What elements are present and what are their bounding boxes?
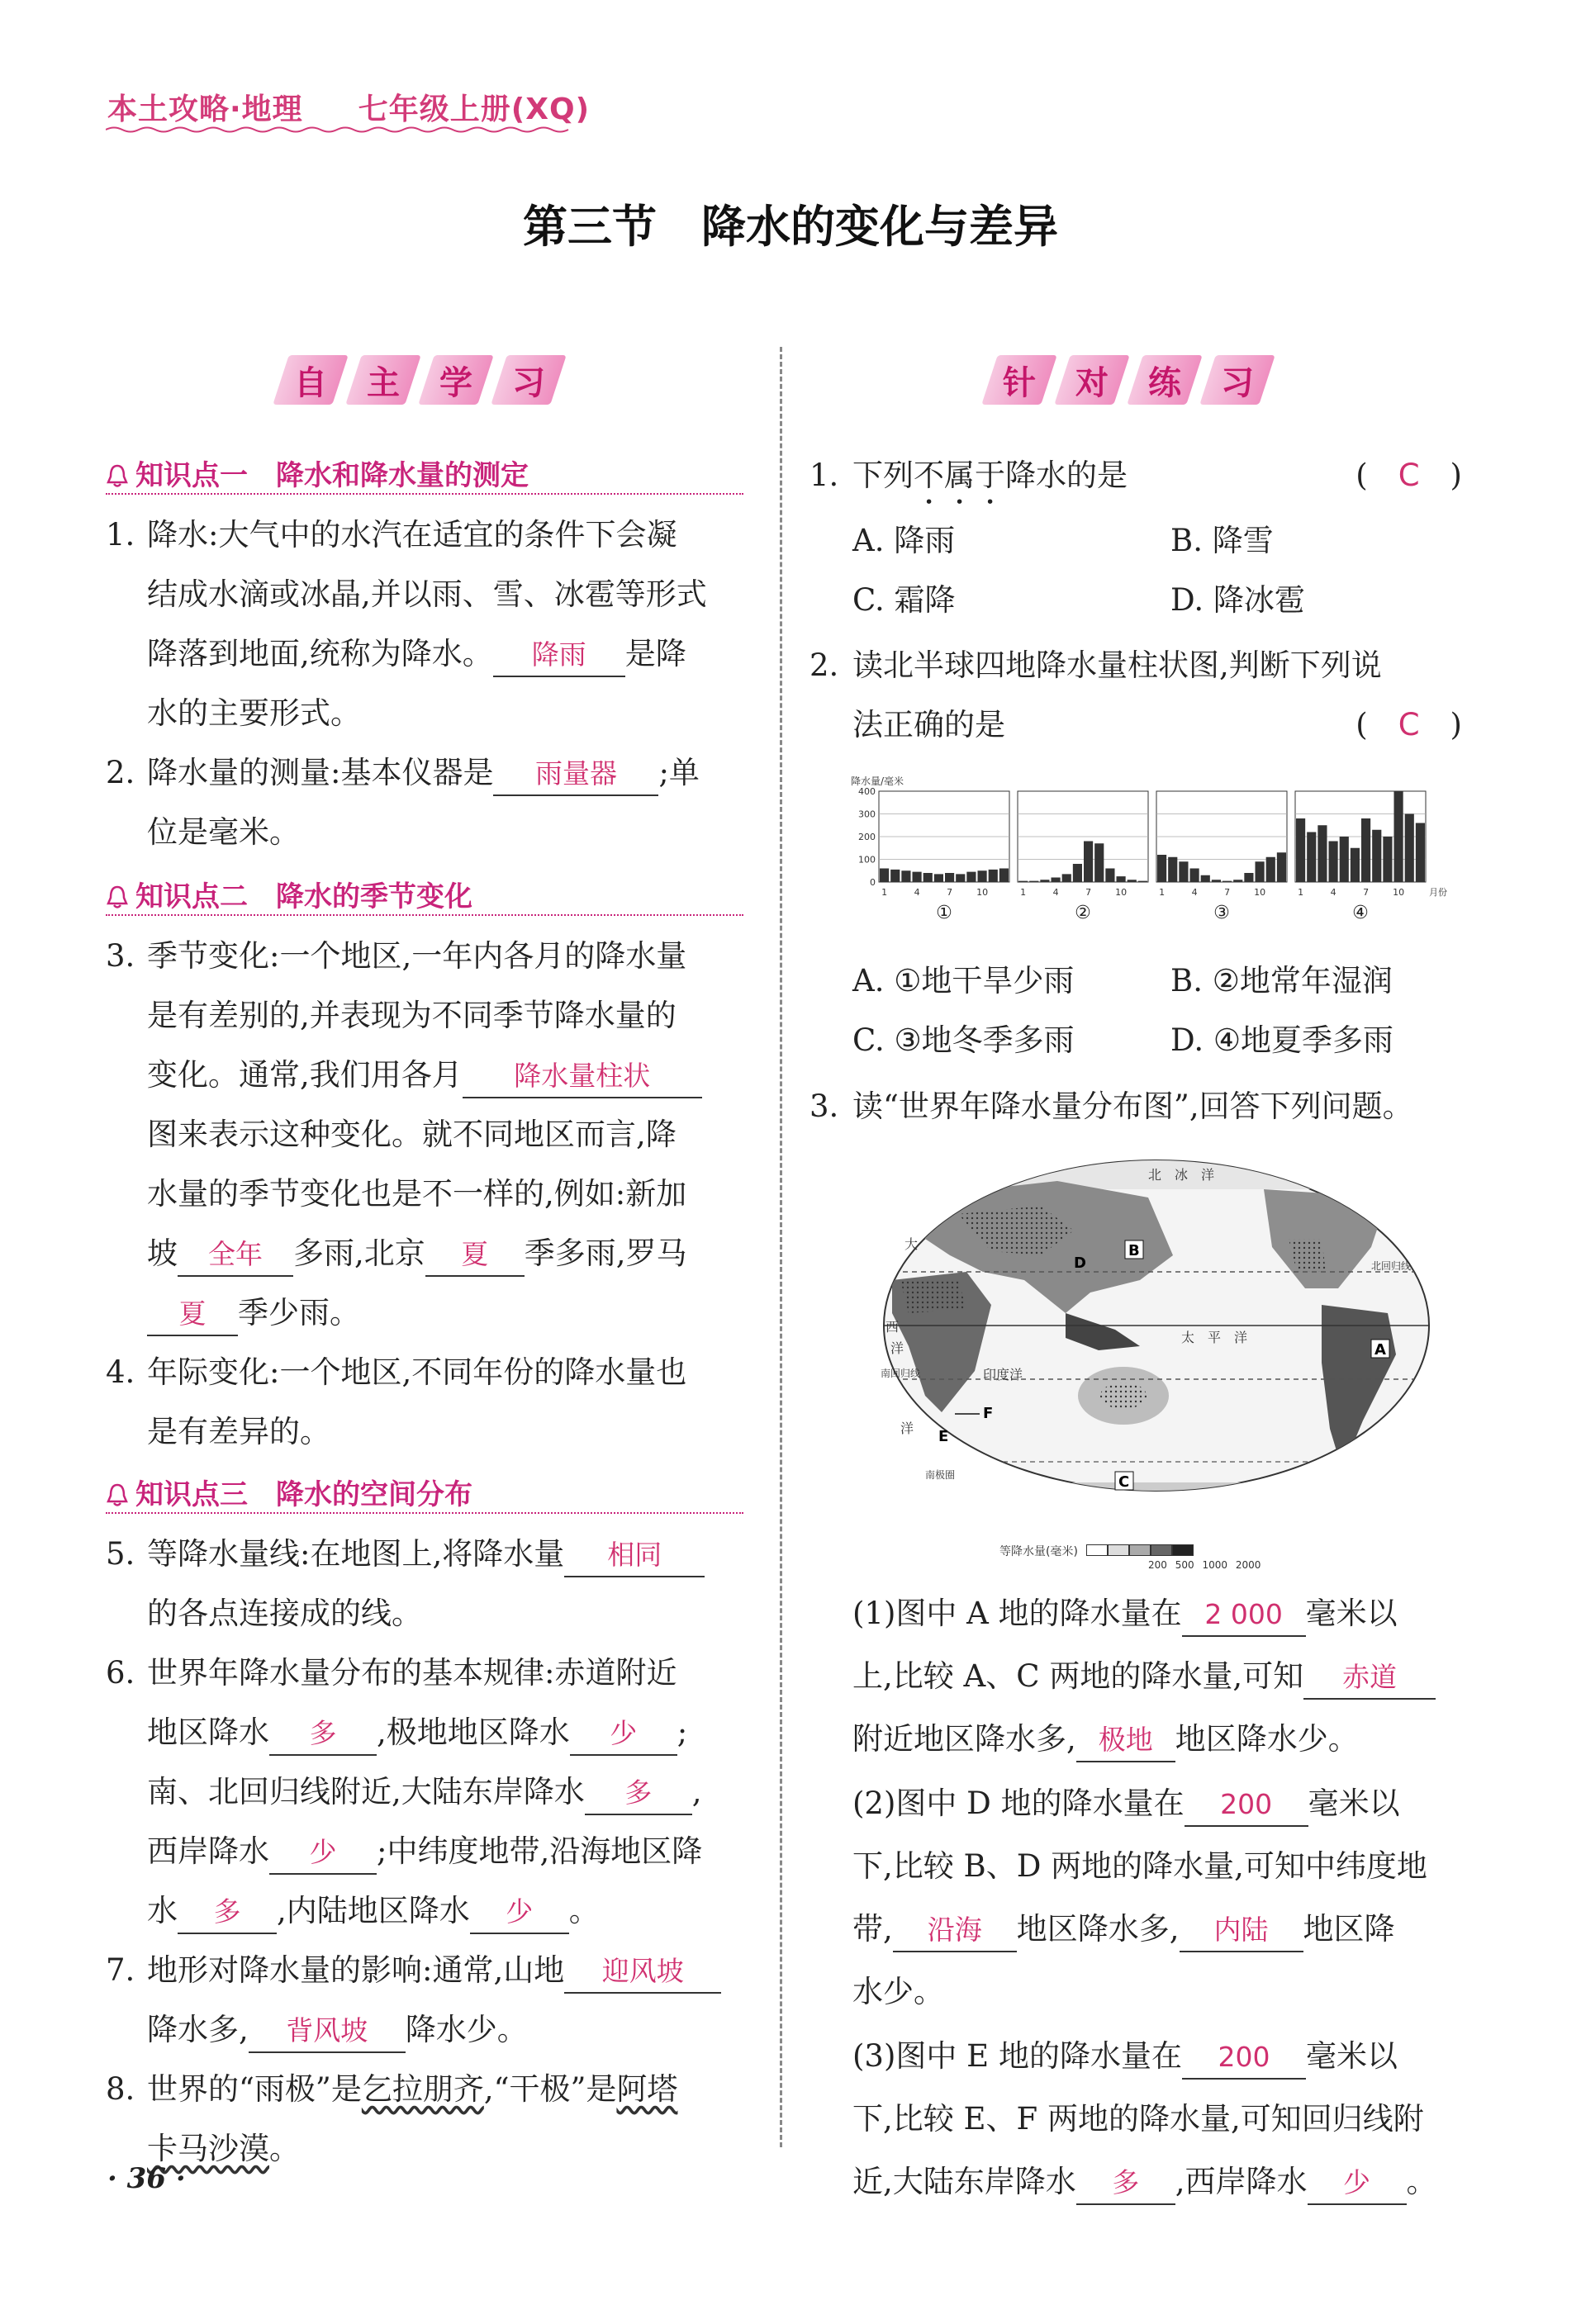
- precip-bar: [1256, 861, 1265, 882]
- y-tick-label: 200: [858, 832, 876, 842]
- precip-bar: [956, 874, 965, 882]
- text-line: 是有差异的。: [147, 1414, 330, 1449]
- map-label-E: E: [938, 1428, 949, 1445]
- map-label-indian-ocean: 印度洋: [983, 1367, 1023, 1383]
- text-line: (1)图中 A 地的降水量在 2 000 毫米以: [852, 1582, 1464, 1645]
- y-tick-label: 100: [858, 854, 876, 866]
- answer-blank: 少: [570, 1713, 677, 1756]
- text-line: 降水多, 背风坡 降水少。: [147, 2000, 721, 2060]
- x-tick-label: 7: [1363, 887, 1370, 898]
- precip-bar: [1329, 842, 1338, 883]
- banner-char: 自: [294, 364, 327, 402]
- text-line: 卡马沙漠。: [147, 2131, 300, 2166]
- text-line: 降水:大气中的水汽在适宜的条件下会凝: [147, 517, 677, 553]
- precip-bar: [1394, 791, 1403, 882]
- text-line: 年际变化:一个地区,不同年份的降水量也: [147, 1354, 687, 1390]
- answer-blank: 200: [1185, 1784, 1308, 1827]
- precip-bar: [1361, 818, 1370, 882]
- text-line: 坡 全年 多雨,北京 夏 季多雨,罗马: [147, 1224, 702, 1283]
- item-number: 3.: [106, 938, 135, 974]
- precip-bar: [1296, 818, 1305, 882]
- text-line: 水量的季节变化也是不一样的,例如:新加: [147, 1176, 687, 1212]
- map-label-B: B: [1128, 1242, 1140, 1259]
- precip-bar: [1266, 857, 1275, 882]
- x-tick-label: 4: [1191, 887, 1198, 898]
- text-line: 下列不属于降水的是 ( C ): [852, 446, 1462, 511]
- precip-bar: [1244, 873, 1253, 882]
- left-item-3: [106, 927, 702, 1343]
- precip-bar: [1157, 855, 1166, 882]
- left-item-8: [106, 2060, 677, 2179]
- answer-blank: 内陆: [1180, 1909, 1303, 1952]
- wavy-term: 乞拉朋齐: [361, 2071, 484, 2107]
- precip-bar: [1179, 861, 1188, 882]
- left-item-5: [106, 1525, 705, 1643]
- text-line: 西岸降水 少 ;中纬度地带,沿海地区降: [147, 1822, 702, 1881]
- precip-bar: [1168, 857, 1177, 882]
- legend-tick: 1000: [1202, 1559, 1228, 1571]
- wavy-term: 卡马沙漠: [147, 2131, 269, 2166]
- answer-blank: 迎风坡: [564, 1951, 721, 1994]
- right-question-2-options: [809, 951, 1462, 1070]
- map-label-yang-2: 洋: [900, 1420, 914, 1436]
- answer-blank: 多: [178, 1891, 277, 1934]
- precip-bar: [1040, 880, 1049, 882]
- panel-label: ③: [1213, 903, 1230, 923]
- text-line: 是有差别的,并表现为不同季节降水量的: [147, 998, 677, 1033]
- precipitation-bar-charts: [851, 776, 1462, 933]
- panel-label: ④: [1352, 903, 1369, 923]
- answer-paren: ( C ): [1355, 458, 1462, 493]
- knowledge-point-1: [106, 453, 743, 495]
- x-axis-label: 月份: [1429, 887, 1447, 898]
- precip-bar: [1018, 881, 1028, 882]
- text-line: 近,大陆东岸降水 多 ,西岸降水 少 。: [852, 2151, 1464, 2213]
- banner-char: 学: [439, 364, 472, 402]
- x-tick-label: 7: [1224, 887, 1231, 898]
- precip-bar: [1190, 869, 1199, 883]
- precip-bar: [913, 872, 922, 882]
- text-line: 附近地区降水多, 极地 地区降水少。: [852, 1708, 1464, 1771]
- legend-tick: 500: [1175, 1559, 1194, 1571]
- text-line: 法正确的是 ( C ): [852, 695, 1462, 755]
- right-question-3: [809, 1077, 1470, 1136]
- precip-bar: [1073, 864, 1082, 882]
- text-line: 读北半球四地降水量柱状图,判断下列说: [852, 647, 1382, 683]
- y-tick-label: 0: [870, 877, 876, 888]
- precip-bar: [1094, 843, 1104, 882]
- x-tick-label: 4: [1052, 887, 1059, 898]
- answer-blank: 相同: [564, 1534, 705, 1577]
- precip-bar: [945, 873, 954, 882]
- text-line: 降落到地面,统称为降水。 降雨 是降: [147, 624, 707, 684]
- knowledge-point-2: [106, 874, 743, 916]
- answer-blank: 背风坡: [249, 2010, 406, 2053]
- panel-label: ②: [1075, 903, 1091, 923]
- header-underline: [106, 126, 577, 134]
- map-label-yang: 洋: [890, 1340, 904, 1356]
- kp3-text: 知识点三 降水的空间分布: [135, 1478, 472, 1511]
- legend-tick: 200: [1148, 1559, 1167, 1571]
- precip-bar: [978, 870, 987, 882]
- answer-blank: 少: [1308, 2162, 1407, 2205]
- x-tick-label: 7: [947, 887, 953, 898]
- map-label-antarctic-circle: 南极圈: [925, 1469, 956, 1481]
- precip-bar: [1351, 848, 1360, 882]
- x-tick-label: 1: [1298, 887, 1304, 898]
- text-line: 上,比较 A、C 两地的降水量,可知 赤道: [852, 1645, 1464, 1708]
- text-line: 下,比较 E、F 两地的降水量,可知回归线附: [852, 2101, 1424, 2137]
- banner-char: 练: [1148, 364, 1181, 402]
- precip-bar: [1318, 825, 1327, 882]
- text-line: (2)图中 D 地的降水量在 200 毫米以: [852, 1772, 1464, 1835]
- answer-blank: 降水量柱状: [463, 1055, 702, 1098]
- map-label-da: 大: [904, 1236, 919, 1252]
- precip-bar: [1372, 830, 1381, 882]
- legend-title: 等降水量(毫米): [999, 1545, 1078, 1558]
- text-line: 降水量的测量:基本仪器是 雨量器 ;单: [147, 743, 700, 803]
- precip-bar: [1212, 880, 1221, 882]
- x-tick-label: 4: [914, 887, 920, 898]
- item-number: 3.: [809, 1088, 839, 1124]
- text-line: 世界的“雨极”是乞拉朋齐,“干极”是阿塔: [147, 2071, 678, 2107]
- answer-blank: 极地: [1076, 1719, 1175, 1762]
- right-question-3-3: [852, 2025, 1464, 2213]
- answer-blank: 多: [1076, 2162, 1175, 2205]
- item-number: 8.: [106, 2071, 135, 2107]
- precip-bar: [1029, 881, 1038, 882]
- text-line: 读“世界年降水量分布图”,回答下列问题。: [852, 1088, 1413, 1124]
- precip-bar: [1201, 875, 1210, 882]
- kp1-text: 知识点一 降水和降水量的测定: [135, 459, 529, 492]
- precip-bar: [934, 874, 943, 882]
- left-item-7: [106, 1941, 721, 2060]
- precip-bar: [901, 870, 910, 882]
- column-divider: [780, 347, 782, 2147]
- x-tick-label: 1: [1020, 887, 1027, 898]
- text-line: 下,比较 B、D 两地的降水量,可知中纬度地: [852, 1848, 1427, 1884]
- x-tick-label: 10: [1115, 887, 1128, 898]
- emphasis-term: 不属于: [914, 458, 1005, 493]
- answer-blank: 沿海: [893, 1909, 1017, 1952]
- answer-blank: 多: [585, 1772, 692, 1815]
- x-tick-label: 7: [1085, 887, 1092, 898]
- x-tick-label: 1: [881, 887, 888, 898]
- map-label-A: A: [1374, 1341, 1386, 1359]
- precip-bar: [1052, 878, 1061, 883]
- y-tick-label: 400: [858, 786, 876, 797]
- precip-bar: [1105, 869, 1114, 883]
- left-item-4: [106, 1343, 686, 1462]
- answer-blank: 降雨: [493, 634, 625, 677]
- item-number: 4.: [106, 1354, 135, 1390]
- option-row: A. 降雨 B. 降雪: [852, 523, 1274, 558]
- x-tick-label: 4: [1330, 887, 1336, 898]
- item-number: 6.: [106, 1655, 135, 1691]
- precip-bar: [1405, 814, 1414, 883]
- y-tick-label: 300: [858, 809, 876, 820]
- answer-blank: 夏: [425, 1234, 525, 1277]
- x-tick-label: 10: [1254, 887, 1266, 898]
- precip-bar: [1233, 880, 1242, 882]
- right-question-3-1: [852, 1549, 1464, 1771]
- text-line: 水少。: [852, 1974, 944, 2009]
- answer-blank: 200: [1182, 2037, 1306, 2080]
- x-tick-label: 10: [976, 887, 989, 898]
- item-number: 5.: [106, 1536, 135, 1572]
- precip-bar: [1128, 880, 1137, 882]
- text-line: 位是毫米。: [147, 814, 300, 850]
- banner-char: 习: [1221, 364, 1254, 402]
- answer-blank: 全年: [178, 1234, 293, 1277]
- text-line: 季节变化:一个地区,一年内各月的降水量: [147, 938, 687, 974]
- page-number: · 36 ·: [107, 2162, 186, 2195]
- map-label-pacific: 太 平 洋: [1181, 1330, 1248, 1345]
- header-left: 本土攻略·地理: [107, 92, 303, 126]
- item-number: 1.: [809, 458, 839, 493]
- map-label-tropic-n: 北回归线: [1371, 1260, 1412, 1272]
- item-number: 7.: [106, 1952, 135, 1988]
- text-line: 图来表示这种变化。就不同地区而言,降: [147, 1117, 677, 1152]
- right-question-2: [809, 636, 1462, 755]
- precip-bar: [1340, 837, 1349, 882]
- item-number: 2.: [809, 647, 839, 683]
- precip-bar: [999, 869, 1009, 883]
- header-right: 七年级上册(XQ): [358, 92, 591, 126]
- item-number: 2.: [106, 755, 135, 790]
- answer-paren: ( C ): [1355, 707, 1462, 742]
- text-line: 水的主要形式。: [147, 695, 361, 731]
- x-tick-label: 1: [1159, 887, 1166, 898]
- answer-blank: 多: [269, 1713, 377, 1756]
- map-label-tropic-s: 南回归线: [881, 1368, 921, 1379]
- text-line: 水 多 ,内陆地区降水 少 。: [147, 1881, 702, 1941]
- left-item-1: [106, 505, 707, 743]
- knowledge-point-3: [106, 1472, 743, 1514]
- text-line: 的各点连接成的线。: [147, 1596, 422, 1631]
- left-item-6: [106, 1643, 702, 1941]
- kp2-text: 知识点二 降水的季节变化: [135, 880, 472, 913]
- precip-bar: [1062, 874, 1071, 882]
- text-line: 南、北回归线附近,大陆东岸降水 多 ,: [147, 1762, 702, 1822]
- text-line: (3)图中 E 地的降水量在 200 毫米以: [852, 2025, 1464, 2088]
- precip-bar: [880, 869, 889, 883]
- right-question-3-2: [852, 1772, 1464, 2023]
- map-label-xi: 西: [885, 1319, 900, 1335]
- text-line: 地区降水 多 ,极地地区降水 少 ;: [147, 1703, 702, 1762]
- banner-char: 主: [367, 364, 400, 402]
- answer-blank: 雨量器: [493, 753, 658, 796]
- left-item-2: [106, 743, 700, 862]
- text-line: 世界年降水量分布的基本规律:赤道附近: [147, 1655, 677, 1691]
- answer-blank: 夏: [147, 1293, 238, 1336]
- bell-icon: [106, 463, 129, 488]
- bell-icon: [106, 885, 129, 909]
- map-label-F: F: [983, 1405, 994, 1422]
- precip-bar: [966, 872, 976, 882]
- precip-bar: [1223, 881, 1232, 882]
- precip-bar: [890, 870, 900, 882]
- precip-bar: [923, 873, 933, 882]
- right-question-1: [809, 446, 1462, 630]
- panel-label: ①: [936, 903, 952, 923]
- precip-bar: [1307, 832, 1316, 883]
- precip-bar: [1138, 881, 1147, 882]
- precip-bar: [1383, 837, 1392, 882]
- option-row: C. 霜降 D. 降冰雹: [852, 582, 1305, 618]
- item-number: 1.: [106, 517, 135, 553]
- text-line: 带, 沿海 地区降水多, 内陆 地区降: [852, 1898, 1464, 1961]
- y-axis-label: 降水量/毫米: [851, 776, 904, 787]
- text-line: 夏 季少雨。: [147, 1283, 702, 1343]
- wavy-term: 阿塔: [616, 2071, 678, 2107]
- x-tick-label: 10: [1393, 887, 1405, 898]
- map-label-arctic-ocean: 北 冰 洋: [1148, 1167, 1215, 1183]
- map-label-C: C: [1118, 1473, 1130, 1491]
- precip-bar: [1416, 823, 1425, 883]
- text-line: 结成水滴或冰晶,并以雨、雪、冰雹等形式: [147, 576, 707, 612]
- precip-bar: [1117, 876, 1126, 882]
- precip-bar: [989, 870, 998, 882]
- option-row: A. ①地干旱少雨 B. ②地常年湿润: [852, 963, 1393, 998]
- answer-blank: 2 000: [1182, 1594, 1306, 1637]
- text-line: 等降水量线:在地图上,将降水量 相同: [147, 1525, 705, 1584]
- answer-blank: 少: [269, 1832, 377, 1875]
- world-precipitation-map: [876, 1156, 1437, 1536]
- option-row: C. ③地冬季多雨 D. ④地夏季多雨: [852, 1022, 1394, 1058]
- answer-blank: 赤道: [1303, 1657, 1436, 1700]
- text-line: 变化。通常,我们用各月 降水量柱状: [147, 1046, 702, 1105]
- section-title: 第三节 降水的变化与差异: [523, 200, 1058, 253]
- legend-tick: 2000: [1235, 1559, 1261, 1571]
- answer-blank: 少: [470, 1891, 569, 1934]
- map-label-D: D: [1074, 1254, 1086, 1272]
- running-header: [107, 86, 590, 128]
- precip-bar: [1084, 842, 1093, 883]
- text-line: 地形对降水量的影响:通常,山地 迎风坡: [147, 1941, 721, 2000]
- banner-char: 针: [1003, 364, 1036, 402]
- precip-bar: [1277, 852, 1286, 882]
- banner-char: 习: [512, 364, 545, 402]
- bell-icon: [106, 1482, 129, 1507]
- banner-char: 对: [1075, 364, 1109, 402]
